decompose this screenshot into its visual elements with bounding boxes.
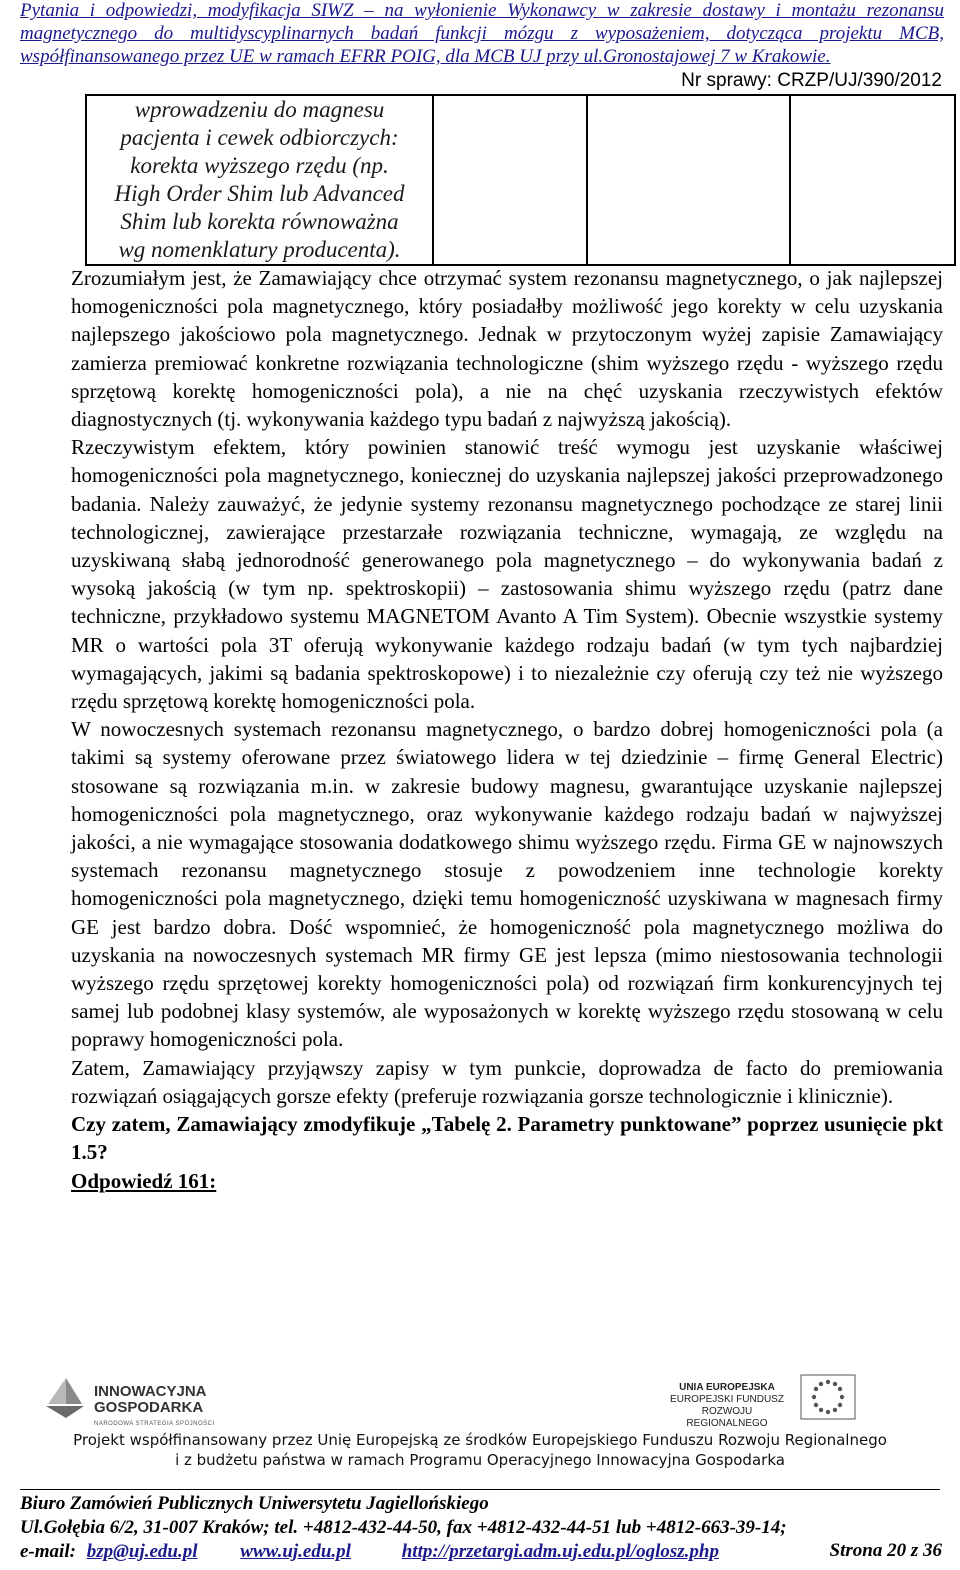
table-text-line: korekta wyższego rzędu (np. xyxy=(130,153,389,178)
question-body xyxy=(71,264,943,1195)
funding-statement xyxy=(0,1430,960,1470)
table-cell-text xyxy=(87,96,432,264)
header-title-line-2: magnetycznego do multidyscyplinarnych badań funkcji mózgu z wyposażeniem, dotycząca projektu MCB, xyxy=(20,23,944,44)
paragraph: Rzeczywistym efektem, który powinien stanowić treść wymogu jest uzyskanie właściwej homogeniczności pola magnetycznego, koniecznej do uzyskania najlepszej jakości przeprowadzonego badania. Należy zauważyć, że jedynie systemy rezonansu magnetycznego pochodzące ze starej linii technologicznej, zawierające przestarzałe rozwiązania techniczne, wymagają, ze względu na uzyskiwaną słabą jednorodność generowanego pola magnetycznego – do wykonywania badań z wysoką jakością (w tym np. spektroskopii) – zastosowania shimu wyższego rzędu (patrz dane techniczne, przykładowo systemu MAGNETOM Avanto A Tim System). Obecnie wszystkie systemy MR o wartości pola 3T oferują wykonywanie każdego rodzaju badań (w tym tych najbardziej wymagających, jakimi są badania spektroskopowe) i to niezależnie czy oferują czy też nie wyższego rzędu sprzętową korektę homogeniczności pola. xyxy=(71,435,943,714)
page-number: Strona 20 z 36 xyxy=(829,1540,942,1561)
question-text: Czy zatem, Zamawiający zmodyfikuje „Tabelę 2. Parametry punktowane” poprzez usunięcie pkt 1.5? xyxy=(71,1112,943,1165)
logo-subtitle: NARODOWA STRATEGIA SPÓJNOŚCI xyxy=(94,1421,215,1427)
footer-divider xyxy=(20,1489,940,1490)
footer-contacts xyxy=(20,1540,944,1564)
funding-logos xyxy=(0,1370,960,1430)
table-text-line: Shim lub korekta równoważna xyxy=(120,209,399,234)
parameters-table-continuation xyxy=(85,94,956,266)
eu-logo-text xyxy=(660,1382,794,1430)
eu-flag-icon xyxy=(800,1374,856,1420)
table-cell-empty xyxy=(587,95,790,265)
funding-line: i z budżetu państwa w ramach Programu Operacyjnego Innowacyjna Gospodarka xyxy=(175,1451,785,1469)
logo-text-line: INNOWACYJNA xyxy=(94,1383,207,1400)
innovative-economy-logo-text xyxy=(94,1384,215,1432)
table-cell-description xyxy=(86,95,433,265)
header-title-line-3: współfinansowanego przez UE w ramach EFRR POIG, dla MCB UJ przy ul.Gronostajowej 7 w Krakowie. xyxy=(20,46,831,67)
answer-label: Odpowiedź 161: xyxy=(71,1168,217,1193)
email-link[interactable]: bzp@uj.edu.pl xyxy=(86,1541,198,1562)
table-text-line: High Order Shim lub Advanced xyxy=(114,181,405,206)
header-title-line-1: Pytania i odpowiedzi, modyfikacja SIWZ – na wyłonienie Wykonawcy w zakresie dostawy i montażu rezonansu xyxy=(20,0,944,21)
paragraph: Zrozumiałym jest, że Zamawiający chce otrzymać system rezonansu magnetycznego, o jak najlepszej homogeniczności pola magnetycznego, który posiadałby możliwość jego korekty w celu uzyskania najlepszego jakościowo pola magnetycznego. Jednak w przytoczonym wyżej zapisie Zamawiający zamierza premiować konkretne rozwiązania technologiczne (shim wyższego rzędu - wyższego rzędu sprzętową korektę homogeniczności pola), a nie na chęć uzyskania rzeczywistych efektów diagnostycznych (tj. wykonywania każdego typu badań z najwyższą jakością). xyxy=(71,266,943,432)
footer-office: Biuro Zamówień Publicznych Uniwersytetu Jagiellońskiego xyxy=(20,1493,489,1514)
footer-address: Ul.Gołębia 6/2, 31-007 Kraków; tel. +4812-432-44-50, fax +4812-432-44-51 lub +4812-663-39-14; xyxy=(20,1517,787,1538)
logo-text-line: ROZWOJU REGIONALNEGO xyxy=(686,1406,768,1429)
paragraph: W nowoczesnych systemach rezonansu magnetycznego, o bardzo dobrej homogeniczności pola (a takimi są systemy oferowane przez światowego lidera w tej dziedzinie – firmę General Electric) stosowane są rozwiązania m.in. w zakresie budowy magnesu, gwarantujące uzyskanie najlepszej homogeniczności pola magnetycznego, oraz wykonywanie każdego rodzaju badań w najwyższej jakości, a nie wymagające stosowania dodatkowego shimu wyższego rzędu. Firma GE w najnowszych systemach rezonansu magnetycznego stosuje z powodzeniem inne technologie korekty homogeniczności pola magnetycznego, dzięki temu homogeniczność uzyskiwana w magnesach firmy GE jest bardzo dobra. Dość wspomnieć, że homogeniczność pola magnetycznego możliwa do uzyskania na nowoczesnych systemach MR firmy GE jest lepsza (mimo niestosowania technologii wyższego rzędu sprzętowej korekty homogeniczności pola) od rozwiązań firm konkurencyjnych tej samej lub podobnej klasy systemów, ale wyposażonych w korektę wyższego rzędu stosowaną w celu poprawy homogeniczności pola. xyxy=(71,717,943,1052)
table-cell-empty xyxy=(433,95,587,265)
table-text-line: wprowadzeniu do magnesu xyxy=(134,97,385,122)
table-cell-empty xyxy=(790,95,955,265)
logo-text-line: GOSPODARKA xyxy=(94,1399,204,1416)
website-link[interactable]: www.uj.edu.pl xyxy=(240,1541,351,1562)
email-label: e-mail: xyxy=(20,1541,76,1562)
innovative-economy-logo-icon xyxy=(42,1374,88,1420)
funding-line: Projekt współfinansowany przez Unię Europejską ze środków Europejskiego Funduszu Rozwoju Regionalnego xyxy=(73,1431,887,1449)
logo-text-line: UNIA EUROPEJSKA xyxy=(679,1382,775,1393)
table-text-line: pacjenta i cewek odbiorczych: xyxy=(120,125,399,150)
case-number: Nr sprawy: CRZP/UJ/390/2012 xyxy=(681,70,942,91)
table-text-line: wg nomenklatury producenta). xyxy=(118,237,401,262)
tenders-link[interactable]: http://przetargi.adm.uj.edu.pl/oglosz.php xyxy=(401,1541,719,1562)
logo-text-line: EUROPEJSKI FUNDUSZ xyxy=(670,1394,784,1405)
paragraph: Zatem, Zamawiający przyjąwszy zapisy w tym punkcie, doprowadza de facto do premiowania rozwiązań osiągających gorsze efekty (preferuje rozwiązania gorsze technologicznie i klinicznie). xyxy=(71,1055,943,1108)
